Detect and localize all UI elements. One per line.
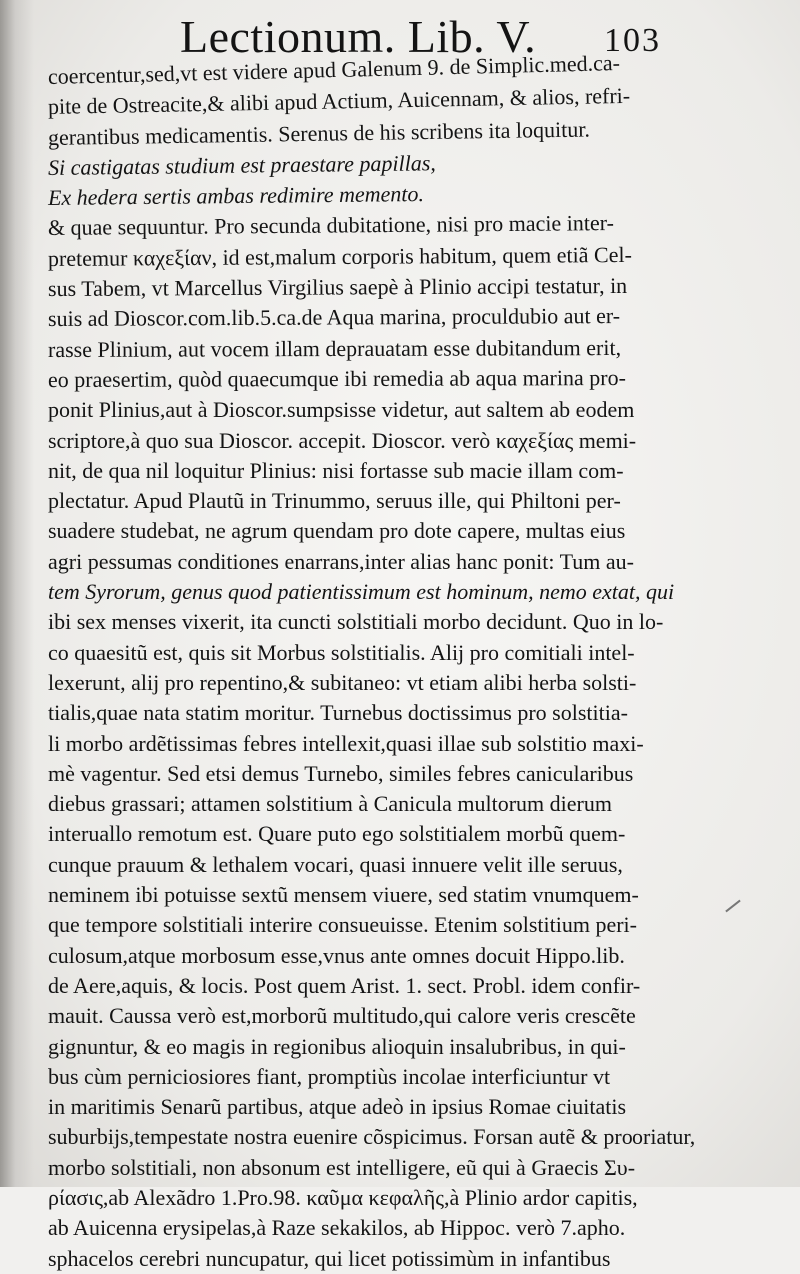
text-line: scriptore,à quo sua Dioscor. accepit. Dioscor. verò καχεξίας memi- [48,427,637,453]
body-text [47,50,708,1274]
text-line: rasse Plinium, aut vocem illam deprauatam esse dubitandum erit, [47,334,622,362]
text-line: mauit. Caussa verò est,morborũ multitudo,qui calore veris crescẽte [48,1003,636,1029]
catchword: oriatur, [632,1124,696,1149]
text-line: Si castigatas studium est praestare papillas, [47,150,436,180]
text-line: tem Syrorum, genus quod patientissimum est hominum, nemo extat, qui [48,579,675,605]
text-line: de Aere,aquis, & locis. Post quem Arist. 1. sect. Probl. idem confir- [48,972,641,998]
text-line: Ex hedera sertis ambas redimire memento. [47,181,425,211]
text-line: agri pessumas conditiones enarrans,inter alias hanc ponit: Tum au- [48,548,634,574]
binding-gutter-shadow [0,0,34,1187]
text-line: li morbo ardẽtissimas febres intellexit,quasi illae sub solstitio maxi- [48,730,644,756]
text-line: pite de Ostreacite,& alibi apud Actium, Auicennam, & alios, refri- [47,83,631,120]
text-line: & quae sequuntur. Pro secunda dubitatione, nisi pro macie inter- [47,210,615,241]
text-line: ibi sex menses vixerit, ita cuncti solstitiali morbo decidunt. Quo in lo- [48,609,664,635]
text-line: morbo solstitiali, non absonum est intelligere, eũ qui à Graecis Συ- [48,1154,636,1180]
text-line: in maritimis Senarũ partibus, atque adeò in ipsius Romae ciuitatis [48,1094,627,1120]
text-line: coercentur,sed,vt est videre apud Galenum 9. de Simplic.med.ca- [47,50,621,89]
text-line: plectatur. Apud Plautũ in Trinummo, seruus ille, qui Philtoni per- [48,488,621,514]
text-line: diebus grassari; attamen solstitium à Canicula multorum dierum [48,791,612,817]
text-line: mè vagentur. Sed etsi demus Turnebo, similes febres canicularibus [48,760,634,786]
text-line: neminem ibi potuisse sextũ mensem viuere, sed statim vnumquem- [48,882,639,908]
text-line: suadere studebat, ne agrum quendam pro dote capere, multas eius [48,518,626,544]
margin-pen-mark [725,900,740,913]
text-line: nit, de qua nil loquitur Plinius: nisi fortasse sub macie illam com- [48,457,624,483]
running-title: Lectionum. Lib. V. [180,11,537,62]
text-line: eo praesertim, quòd quaecumque ibi remedia ab aqua marina pro- [47,364,626,392]
text-line: que tempore solstitiali interire consueuisse. Etenim solstitium peri- [48,912,637,938]
text-line: lexerunt, alij pro repentino,& subitaneo: vt etiam alibi herba solsti- [48,669,637,695]
page-number: 103 [604,22,661,59]
text-line: sphacelos cerebri nuncupatur, qui licet potissimùm in infantibus [48,1245,611,1271]
text-line: interuallo remotum est. Quare puto ego solstitialem morbũ quem- [48,821,626,847]
text-line: bus cùm perniciosiores fiant, promptiùs incolae interficiuntur vt [48,1063,611,1089]
text-line: tialis,quae nata statim moritur. Turnebus doctissimus pro solstitia- [48,700,628,726]
text-line: suis ad Dioscor.com.lib.5.ca.de Aqua marina, proculdubio aut er- [47,303,621,332]
text-line: gerantibus medicamentis. Serenus de his scribens ita loquitur. [47,116,591,150]
text-line: cunque prauum & lethalem vocari, quasi innuere velit ille seruus, [48,851,623,877]
text-line: suburbijs,tempestate nostra euenire cõspicimus. Forsan autẽ & pro [48,1124,633,1150]
text-line: ab Auicenna erysipelas,à Raze sekakilos, ab Hippoc. verò 7.apho. [48,1215,626,1241]
text-line: ponit Plinius,aut à Dioscor.sumpsisse videtur, aut saltem ab eodem [48,397,635,423]
text-line: culosum,atque morbosum esse,vnus ante omnes docuit Hippo.lib. [48,942,625,968]
text-line: ρίασις,ab Alexãdro 1.Pro.98. καῦμα κεφαλῆς,à Plinio ardor capitis, [48,1184,638,1210]
text-line: sus Tabem, vt Marcellus Virgilius saepè à Plinio accipi testatur, in [47,273,628,302]
text-line: pretemur καχεξίαν, id est,malum corporis habitum, quem etiã Cel- [47,241,632,271]
text-line: co quaesitũ est, quis sit Morbus solstitialis. Alij pro comitiali intel- [48,639,635,665]
text-line: gignuntur, & eo magis in regionibus alioquin insalubribus, in qui- [48,1033,626,1059]
